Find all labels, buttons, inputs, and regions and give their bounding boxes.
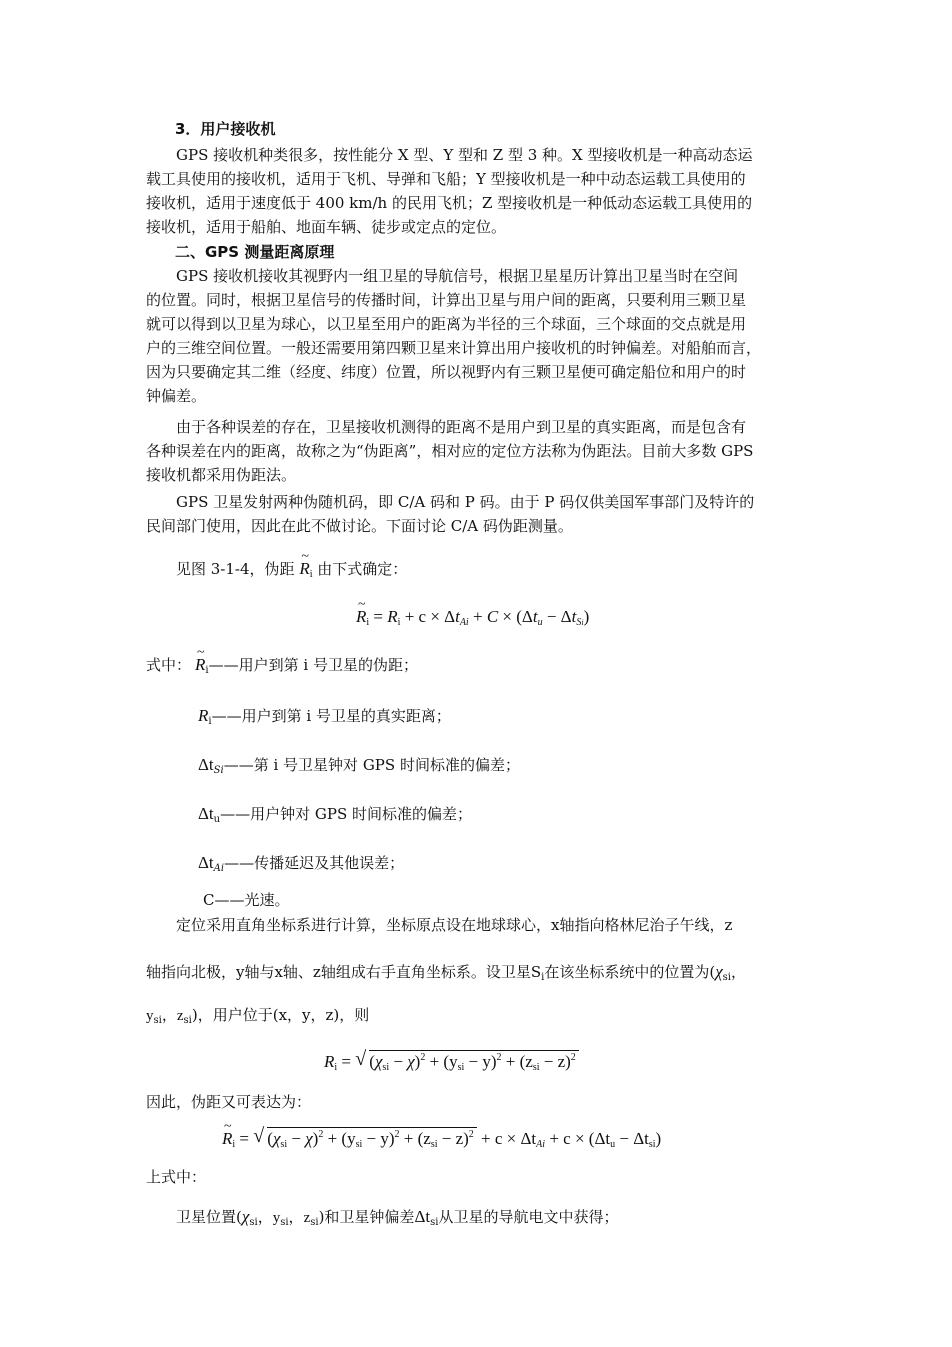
p1-line-1: GPS 接收机种类很多，按性能分 X 型、Y 型和 Z 型 3 种。X 型接收机是一种高动态运 [176, 146, 753, 164]
def-true-range: ——用户到第 i 号卫星的真实距离； [211, 707, 451, 725]
section-title-receiver: 3．用户接收机 [175, 120, 276, 138]
equation-pseudorange: ~ $R_i = R_i + c \times \Delta t_{Ai} + C \times (\Delta t_u - \Delta t_{Si})$ [356, 605, 589, 629]
where-label: 式中： [146, 656, 192, 674]
last-text-1: 卫星位置( [176, 1208, 242, 1226]
p2-line-3: 就可以得到以卫星为球心，以卫星至用户的距离为半径的三个球面，三个球面的交点就是用 [146, 315, 747, 333]
equation-true-range: $R_i$ = √ $(\chi_{si} - \chi)^2 + (y_{si} - y)^2 + (z_{si} - z)^2$ [324, 1050, 579, 1074]
last-text-2: )和卫星钟偏差 [318, 1208, 415, 1226]
last-line: 卫星位置($\chi_{si}$，$y_{si}$，$z_{si}$)和卫星钟偏差$\Delta t_{si}$从卫星的导航电文中获得； [176, 1207, 619, 1228]
p2-line-2: 的位置。同时，根据卫星信号的传播时间，计算出卫星与用户间的距离，只要利用三颗卫星 [146, 291, 747, 309]
def-speed-of-light: C——光速。 [203, 891, 290, 909]
see-figure-line [176, 557, 407, 581]
p2-line-6: 钟偏差。 [146, 387, 207, 405]
section-title-principle: 二、GPS 测量距离原理 [175, 243, 335, 261]
definition-row-2: $R_i——$用户到第 i 号卫星的真实距离； [198, 706, 451, 727]
definition-row-5: $\Delta t_{Ai}——$传播延迟及其他误差； [198, 853, 405, 874]
p2-line-1: GPS 接收机接收其视野内一组卫星的导航信号，根据卫星星历计算出卫星当时在空间 [176, 267, 739, 285]
see-figure-text: 见图 3-1-4，伪距 [176, 560, 295, 578]
p3-line-2: 各种误差在内的距离，故称之为“伪距离”，相对应的定位方法称为伪距法。目前大多数 GPS [146, 442, 754, 460]
see-figure-text-end: 由下式确定： [317, 560, 408, 578]
definition-row-1: 式中：~ $R_i——$用户到第 i 号卫星的伪距； [146, 653, 418, 677]
p2-line-5: 因为只要确定其二维（经度、纬度）位置，所以视野内有三颗卫星便可确定船位和用户的时 [146, 363, 747, 381]
coord-text-2b: 在该坐标系统中的位置为( [544, 963, 716, 981]
coord-line-3: $y_{si}$，$z_{si}$)，用户位于(x，y，z)，则 [146, 1006, 370, 1026]
coord-line-2: 轴指向北极，y轴与x轴、z轴组成右手直角坐标系。设卫星$S_i$在该坐标系统中的位置为($\chi_{si}$， [146, 962, 747, 983]
equation-pseudorange-expanded: ~ $R_i$ = √ $(\chi_{si} - \chi)^2 + (y_{si} - y)^2 + (z_{si} - z)^2 + c \times \Delta t_{Ai} + c \times (\Delta t_u - \Delta t_{si})$ [222, 1127, 661, 1151]
hence-line: 因此，伪距又可表达为： [146, 1093, 312, 1111]
p3-line-1: 由于各种误差的存在，卫星接收机测得的距离不是用户到卫星的真实距离，而是包含有 [176, 418, 747, 436]
def-propagation: ——传播延迟及其他误差； [224, 854, 405, 872]
above-line: 上式中： [146, 1168, 207, 1186]
pseudorange-symbol: ~ $R_i$ [299, 557, 312, 581]
coord-text-3: )，用户位于(x，y，z)，则 [191, 1006, 370, 1024]
def-sat-clock: ——第 i 号卫星钟对 GPS 时间标准的偏差； [223, 756, 520, 774]
def-user-clock: ——用户钟对 GPS 时间标准的偏差； [220, 805, 472, 823]
p3-line-3: 接收机都采用伪距法。 [146, 466, 297, 484]
coord-line-1: 定位采用直角坐标系进行计算，坐标原点设在地球球心，x轴指向格林尼治子午线，z [176, 916, 733, 934]
definition-row-3: $\Delta t_{Si}——$第 i 号卫星钟对 GPS 时间标准的偏差； [198, 755, 520, 776]
p1-line-3: 接收机，适用于速度低于 400 km/h 的民用飞机；Z 型接收机是一种低动态运载工具使用的 [146, 194, 753, 212]
p1-line-2: 载工具使用的接收机，适用于飞机、导弹和飞船；Y 型接收机是一种中动态运载工具使用的 [146, 170, 746, 188]
last-text-3: 从卫星的导航电文中获得； [438, 1208, 619, 1226]
p4-line-2: 民间部门使用，因此在此不做讨论。下面讨论 C/A 码伪距测量。 [146, 517, 573, 535]
p4-line-1: GPS 卫星发射两种伪随机码，即 C/A 码和 P 码。由于 P 码仅供美国军事部门及特许的 [176, 493, 755, 511]
coord-text-2: 轴指向北极，y轴与x轴、z轴组成右手直角坐标系。设卫星S [146, 963, 542, 981]
p1-line-4: 接收机，适用于船舶、地面车辆、徒步或定点的定位。 [146, 218, 507, 236]
p2-line-4: 户的三维空间位置。一般还需要用第四颗卫星来计算出用户接收机的时钟偏差。对船舶而言， [146, 339, 762, 357]
def-pseudorange: ——用户到第 i 号卫星的伪距； [208, 656, 418, 674]
definition-row-4: $\Delta t_u——$用户钟对 GPS 时间标准的偏差； [198, 804, 472, 825]
